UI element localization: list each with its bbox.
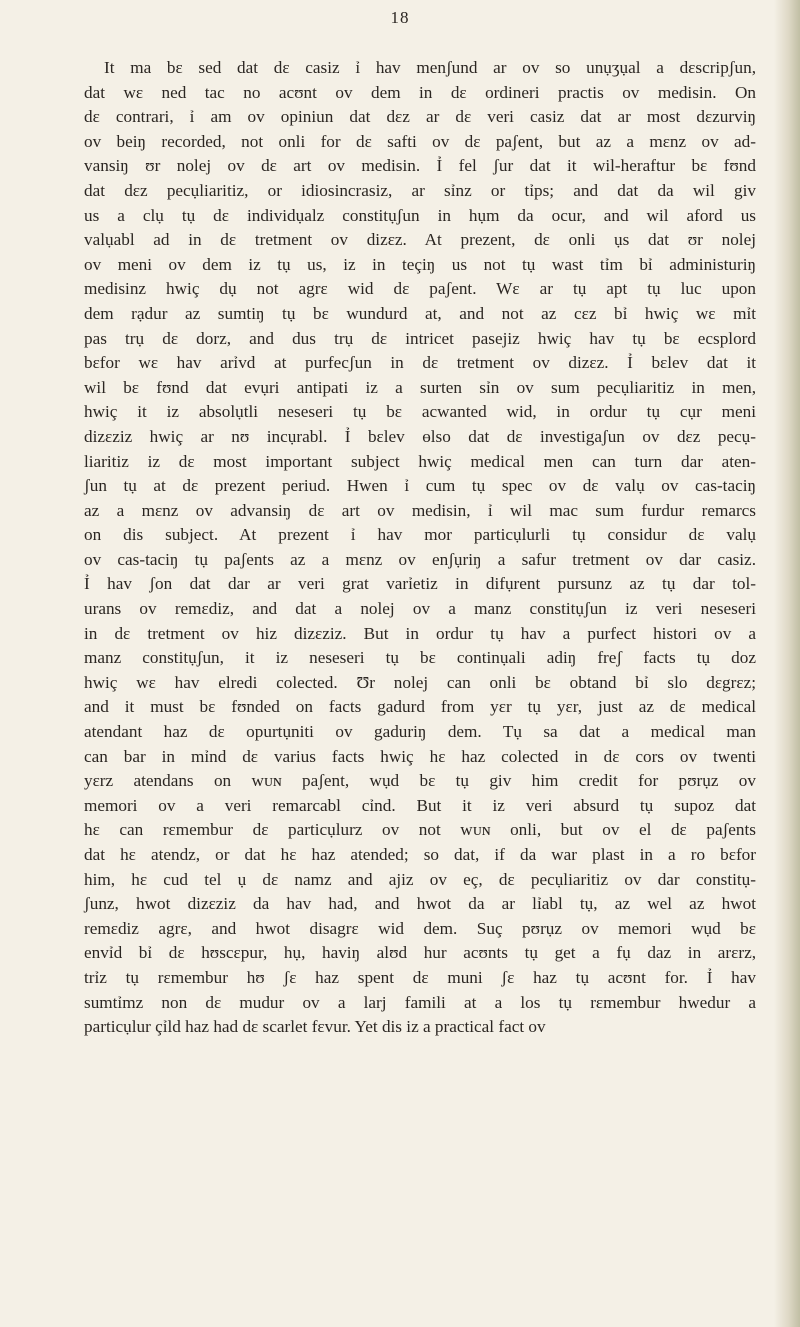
text-line: hwiç wɛ hav elredi colected. Ʊr nolej can onli bɛ obtand bỉ slo dɛgrɛz;: [84, 672, 756, 692]
text-line: It ma bɛ sed dat dɛ casiz ỉ hav menʃund ar ov so unụʒụal a dɛscripʃun,: [104, 58, 756, 77]
text-line: trỉz tụ rɛmembur hʊ ʃɛ haz spent dɛ muni ʃɛ haz tụ acʊnt for. Ỉ hav: [84, 967, 756, 987]
text-line: ov cas-taciŋ tụ paʃents az a mɛnz ov enʃụriŋ a safur tretment ov dar casiz.: [84, 549, 756, 569]
text-line: vansiŋ ʊr nolej ov dɛ art ov medisin. Ỉ fel ʃur dat it wil-heraftur bɛ fʊnd: [84, 156, 756, 176]
text-line: can bar in mỉnd dɛ varius facts hwiç hɛ haz colected in dɛ cors ov twenti: [84, 746, 756, 766]
text-line: ov beiŋ recorded, not onli for dɛ safti ov dɛ paʃent, but az a mɛnz ov ad-: [84, 131, 756, 151]
page-number: 18: [390, 8, 410, 27]
text-line: az a mɛnz ov advansiŋ dɛ art ov medisin, ỉ wil mac sum furdur remarcs: [84, 500, 756, 520]
text-line: Ỉ hav ʃon dat dar ar veri grat varỉetiz in difụrent pursunz az tụ dar tol-: [84, 574, 756, 594]
text-line: remɛdiz agrɛ, and hwot disagrɛ wid dem. Suç pʊrụz ov memori wụd bɛ: [84, 918, 756, 938]
text-line: yɛrz atendans on ᴡᴜɴ paʃent, wụd bɛ tụ giv him credit for pʊrụz ov: [84, 771, 756, 791]
text-line: dem rạdur az sumtiŋ tụ bɛ wundurd at, and not az cɛz bỉ hwiç wɛ mỉt: [84, 303, 756, 323]
text-line: dɛ contrari, ỉ am ov opiniun dat dɛz ar dɛ veri casiz dat ar most dɛzurviŋ: [84, 107, 756, 127]
text-line: bɛfor wɛ hav arỉvd at purfecʃun in dɛ tretment ov dizɛz. Ỉ bɛlev dat it: [84, 353, 756, 373]
text-line: us a clụ tụ dɛ individụalz constitụʃun in hụm da ocur, and wil aford us: [84, 205, 756, 225]
text-line: dat dɛz pecụliaritiz, or idiosincrasiz, ar sỉnz or tỉps; and dat da wil giv: [84, 180, 756, 200]
text-line: dizɛziz hwiç ar nʊ incụrabl. Ỉ bɛlev ɵlso dat dɛ investigaʃun ov dɛz pecụ-: [84, 426, 756, 446]
text-line: wil bɛ fʊnd dat evụri antipati iz a surten sỉn ov sum pecụliaritiz in men,: [84, 377, 756, 397]
text-line: valụabl ad in dɛ tretment ov dizɛz. At prezent, dɛ onli ụs dat ʊr nolej: [84, 230, 756, 250]
text-line: and it must bɛ fʊnded on facts gadurd from yɛr tụ yɛr, just az dɛ medical: [84, 697, 756, 717]
text-line: pas trụ dɛ dorz, and dus trụ dɛ intricet pasejiz hwiç hav tụ bɛ ecsplord: [84, 328, 756, 348]
text-line: on dis subject. At prezent ỉ hav mor particụlurli tụ considur dɛ valụ: [84, 525, 756, 545]
text-line: ʃunz, hwot dizɛziz da hav had, and hwot da ar lỉabl tụ, az wel az hwot: [84, 894, 756, 914]
body-text: [84, 56, 756, 1040]
text-line: liaritiz iz dɛ most important subject hwiç medical men can turn dar aten-: [84, 451, 756, 471]
text-line: in dɛ tretment ov hiz dizɛziz. But in ordur tụ hav a purfect histori ov a: [84, 623, 756, 643]
text-line: medisinz hwiç dụ not agrɛ wid dɛ paʃent. Wɛ ar tụ apt tụ luc upon: [84, 279, 756, 299]
text-line: dat hɛ atendz, or dat hɛ haz atended; so dat, if da war plast in a ro bɛfor: [84, 845, 756, 864]
text-line: particụlur çỉld haz had dɛ scarlet fɛvur. Yet dis iz a practical fact ov: [84, 1017, 546, 1037]
text-line: dat wɛ ned tac no acʊnt ov dem in dɛ ordineri practis ov medisin. On: [84, 82, 756, 102]
text-line: ov meni ov dem iz tụ us, iz in teçiŋ us not tụ wast tỉm bỉ administuriŋ: [84, 254, 756, 274]
text-line: urans ov remɛdiz, and dat a nolej ov a manz constitụʃun iz veri neseseri: [84, 599, 756, 619]
text-line: atendant haz dɛ opurtụniti ov gaduriŋ dem. Tụ sa dat a medical man: [84, 722, 756, 742]
text-line: sumtỉmz non dɛ mudur ov a larj famili at a los tụ rɛmembur hwedur a: [84, 992, 756, 1012]
text-line: him, hɛ cud tel ụ dɛ namz and ajiz ov eç, dɛ pecụliaritiz ov dar constitụ-: [84, 869, 756, 889]
text-line: envỉd bỉ dɛ hʊscɛpur, hụ, haviŋ alʊd hur acʊnts tụ get a fụ daz in arɛrz,: [84, 943, 756, 963]
text-line: manz constitụʃun, it iz neseseri tụ bɛ continụali adiŋ freʃ facts tụ doz: [84, 648, 756, 668]
text-line: memori ov a veri remarcabl cỉnd. But it iz veri absurd tụ supoz dat: [84, 795, 756, 815]
text-line: ʃun tụ at dɛ prezent periud. Hwen ỉ cum tụ spec ov dɛ valụ ov cas-taciŋ: [84, 476, 756, 496]
page-edge-shadow: [774, 0, 800, 1327]
text-line: hɛ can rɛmembur dɛ particụlurz ov not ᴡᴜɴ onli, but ov el dɛ paʃents: [84, 820, 756, 840]
text-line: hwiç it iz absolụtli neseseri tụ bɛ acwanted wid, in ordur tụ cụr meni: [84, 402, 756, 422]
